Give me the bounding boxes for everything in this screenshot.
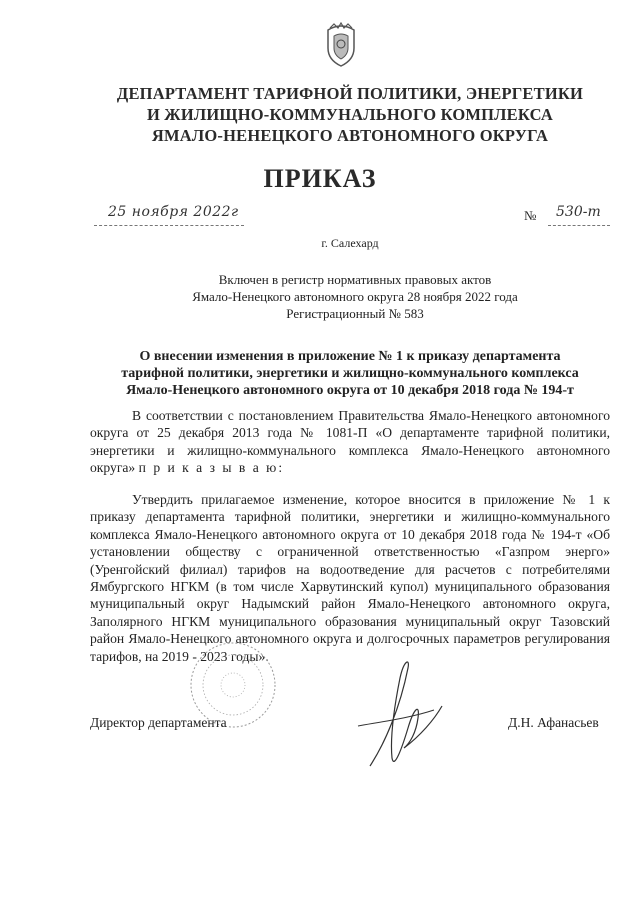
department-name-line-3: ЯМАЛО-НЕНЕЦКОГО АВТОНОМНОГО ОКРУГА xyxy=(151,126,549,145)
handwritten-date: 25 ноября 2022г xyxy=(108,204,239,220)
subject-line-2: тарифной политики, энергетики и жилищно-коммунального комплекса xyxy=(121,366,579,381)
handwritten-signature xyxy=(330,648,460,778)
signer-name: Д.Н. Афанасьев xyxy=(508,715,599,730)
department-name-line-2: И ЖИЛИЩНО-КОММУНАЛЬНОГО КОМПЛЕКСА xyxy=(146,105,554,124)
registration-line-1: Включен в регистр нормативных правовых актов xyxy=(218,272,492,287)
coat-of-arms-emblem xyxy=(322,22,360,68)
main-paragraph: Утвердить прилагаемое изменение, которое вносится в приложение № 1 к приказу департамента тарифной политики, энергетики и жилищно-коммунального комплекса Ямало-Ненецкого автономного округа от 10 декабря 2018 года № 194-т «Об установлении обществу с ограниченной ответственностью «Газпром энерго» (Уренгойский филиал) тарифов на водоотведение для расчетов с потребителями Ямбургского НГКМ (в том числе Харвутинский купол) муниципального образования муниципальный округ Надымский район Ямало-Ненецкого автономного округа, Заполярного НГКМ муниципального образования муниципальный округ Тазовский район Ямало-Ненецкого автономного округа и долгосрочных параметров регулирования тарифов, на 2019 - 2023 годы». xyxy=(90,492,610,664)
registration-line-3: Регистрационный № 583 xyxy=(286,306,424,321)
order-word: п р и к а з ы в а ю: xyxy=(138,460,285,476)
registration-note xyxy=(185,271,525,322)
document-title: ПРИКАЗ xyxy=(263,164,377,193)
registration-line-2: Ямало-Ненецкого автономного округа 28 ноября 2022 года xyxy=(192,289,518,304)
handwritten-number: 530-т xyxy=(556,204,601,220)
subject-line-1: О внесении изменения в приложение № 1 к приказу департамента xyxy=(139,349,561,364)
subject-line-3: Ямало-Ненецкого автономного округа от 10 декабря 2018 года № 194-т xyxy=(126,383,574,398)
preamble-text: В соответствии с постановлением Правительства Ямало-Ненецкого автономного округа от 25 декабря 2013 года № 1081-П «О департаменте тарифной политики, энергетики и жилищно-коммунального комплекса Ямало-Ненецкого автономного округа» xyxy=(90,408,610,476)
order-subject xyxy=(95,348,605,399)
preamble-paragraph xyxy=(90,407,610,477)
department-name-line-1: ДЕПАРТАМЕНТ ТАРИФНОЙ ПОЛИТИКИ, ЭНЕРГЕТИКИ xyxy=(116,84,584,103)
signer-title: Директор департамента xyxy=(90,715,227,730)
number-label: № xyxy=(524,208,537,223)
date-underline xyxy=(94,225,244,226)
number-underline xyxy=(548,225,610,226)
city: г. Салехард xyxy=(321,236,379,250)
